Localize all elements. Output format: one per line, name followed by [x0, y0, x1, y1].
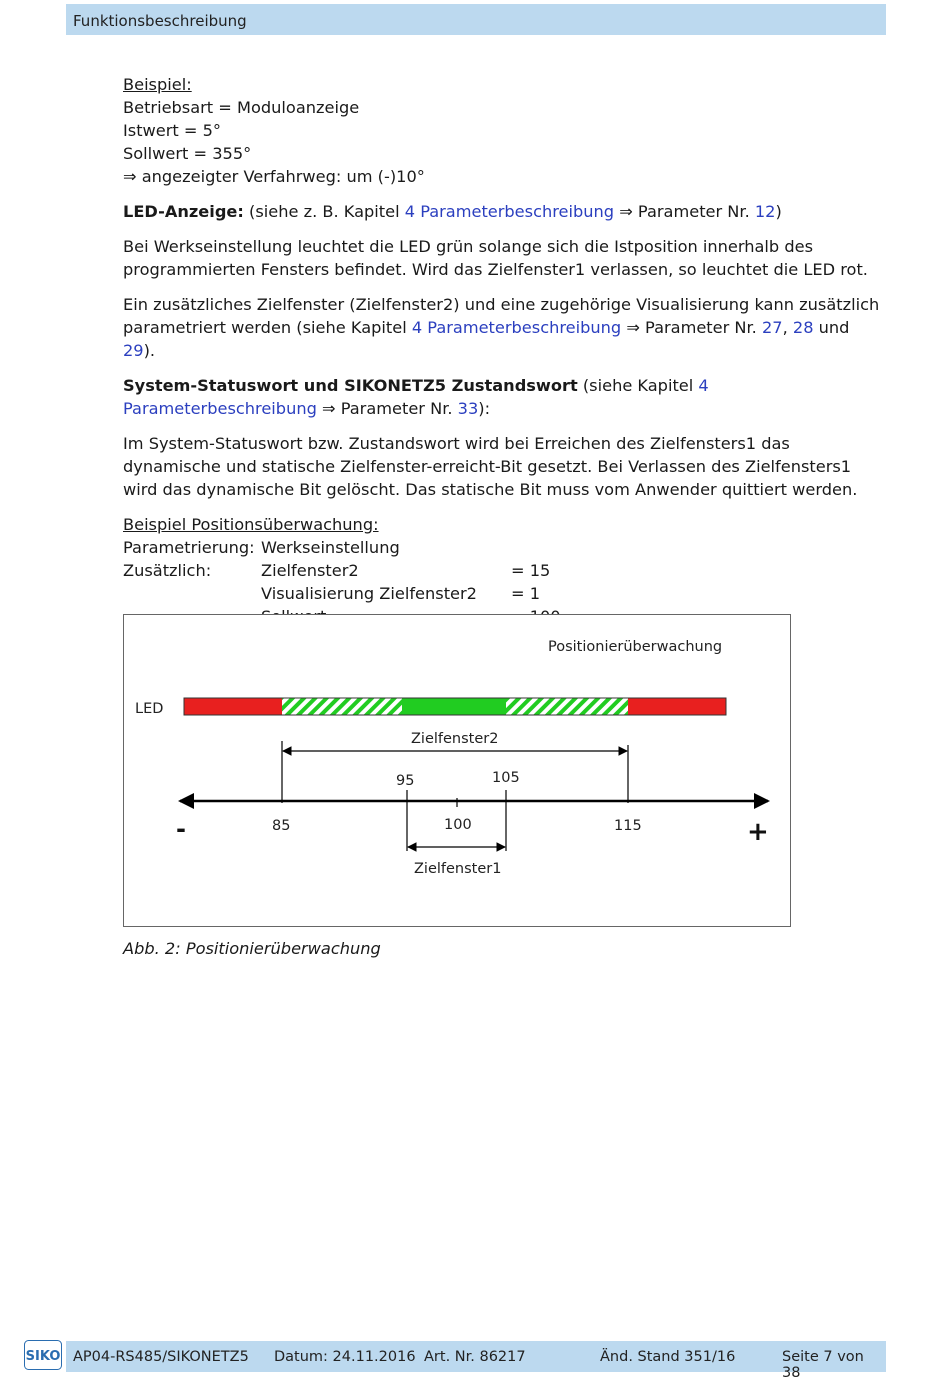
tick-label-100: 100 — [444, 817, 472, 833]
figure-caption: Abb. 2: Positionierüberwachung — [123, 939, 381, 958]
tick-label-115: 115 — [614, 818, 642, 834]
table-row: Parametrierung: Werkseinstellung — [123, 538, 400, 557]
parameter-link[interactable]: 12 — [754, 202, 776, 221]
example-line: Sollwert = 355° — [123, 144, 252, 163]
footer-revision: Änd. Stand 351/16 — [600, 1349, 736, 1365]
main-content — [123, 73, 883, 628]
tick-label-105: 105 — [492, 770, 520, 786]
footer-date: Datum: 24.11.2016 — [274, 1349, 416, 1365]
led-heading: LED-Anzeige: — [123, 202, 244, 221]
example-heading: Beispiel: — [123, 75, 192, 94]
figure-title: Positionierüberwachung — [548, 639, 723, 655]
chapter-link[interactable]: 4 Parameterbeschreibung — [404, 202, 615, 221]
minus-sign: - — [176, 815, 186, 843]
chapter-link[interactable]: 4 Parameterbeschreibung — [123, 376, 709, 418]
header-title: Funktionsbeschreibung — [73, 12, 247, 30]
led-bar-hatched-right — [506, 698, 628, 715]
table-row: Zusätzlich: Zielfenster2 = 15 — [123, 561, 551, 580]
example2-heading: Beispiel Positionsüberwachung: — [123, 515, 379, 534]
example-line: Betriebsart = Moduloanzeige — [123, 98, 360, 117]
footer-page: Seite 7 von 38 — [782, 1349, 864, 1381]
status-description: Im System-Statuswort bzw. Zustandswort wird bei Erreichen des Zielfensters1 das dynamische und statische Zielfenster-erreicht-Bit gesetzt. Bei Verlassen des Zielfensters1 wird das dynamische Bit gelöscht. Das statische Bit muss vom Anwender quittiert werden. — [123, 434, 858, 499]
siko-logo — [24, 1340, 62, 1370]
zielfenster2-paragraph: Ein zusätzliches Zielfenster (Zielfenster2) und eine zugehörige Visualisierung kann zusätzlich parametriert werden (siehe Kapitel 4 Parameterbeschreibung ⇒ Parameter Nr. 27, 28 und 29). — [123, 295, 880, 360]
page-header — [66, 4, 886, 35]
status-paragraph: System-Statuswort und SIKONETZ5 Zustandswort (siehe Kapitel 4 Parameterbeschreibung ⇒ Parameter Nr. 33): — [123, 376, 709, 418]
tick-label-95: 95 — [396, 773, 415, 789]
tick-label-85: 85 — [272, 818, 291, 834]
parameter-link[interactable]: 29 — [123, 341, 144, 360]
zielfenster2-label: Zielfenster2 — [411, 731, 499, 747]
status-heading: System-Statuswort und SIKONETZ5 Zustandswort — [123, 376, 578, 395]
parameter-link[interactable]: 28 — [792, 318, 814, 337]
chapter-link[interactable]: 4 Parameterbeschreibung — [411, 318, 622, 337]
table-row: Visualisierung Zielfenster2 = 1 — [261, 584, 541, 603]
zielfenster1-label: Zielfenster1 — [414, 861, 502, 877]
led-label: LED — [135, 701, 164, 717]
logo-text: SIKO — [25, 1349, 61, 1364]
led-bar-red-right — [628, 698, 726, 715]
axis-arrow-left — [178, 793, 194, 809]
led-paragraph: LED-Anzeige: (siehe z. B. Kapitel 4 Parameterbeschreibung ⇒ Parameter Nr. 12) — [123, 202, 782, 221]
page-footer — [66, 1341, 886, 1381]
example-line: ⇒ angezeigter Verfahrweg: um (-)10° — [123, 167, 425, 186]
parameter-link[interactable]: 33 — [457, 399, 479, 418]
led-bar-hatched-left — [282, 698, 402, 715]
position-monitoring-figure — [123, 614, 791, 927]
parameter-link[interactable]: 27 — [761, 318, 783, 337]
example-line: Istwert = 5° — [123, 121, 222, 140]
footer-product: AP04-RS485/SIKONETZ5 — [73, 1349, 249, 1365]
footer-article: Art. Nr. 86217 — [424, 1349, 526, 1365]
figure-svg — [124, 615, 790, 926]
axis-arrow-right — [754, 793, 770, 809]
plus-sign: + — [747, 817, 769, 847]
led-description: Bei Werkseinstellung leuchtet die LED grün solange sich die Istposition innerhalb des programmierten Fensters befindet. Wird das Zielfenster1 verlassen, so leuchtet die LED rot. — [123, 237, 868, 279]
led-bar-green — [402, 698, 506, 715]
led-bar-red-left — [184, 698, 282, 715]
